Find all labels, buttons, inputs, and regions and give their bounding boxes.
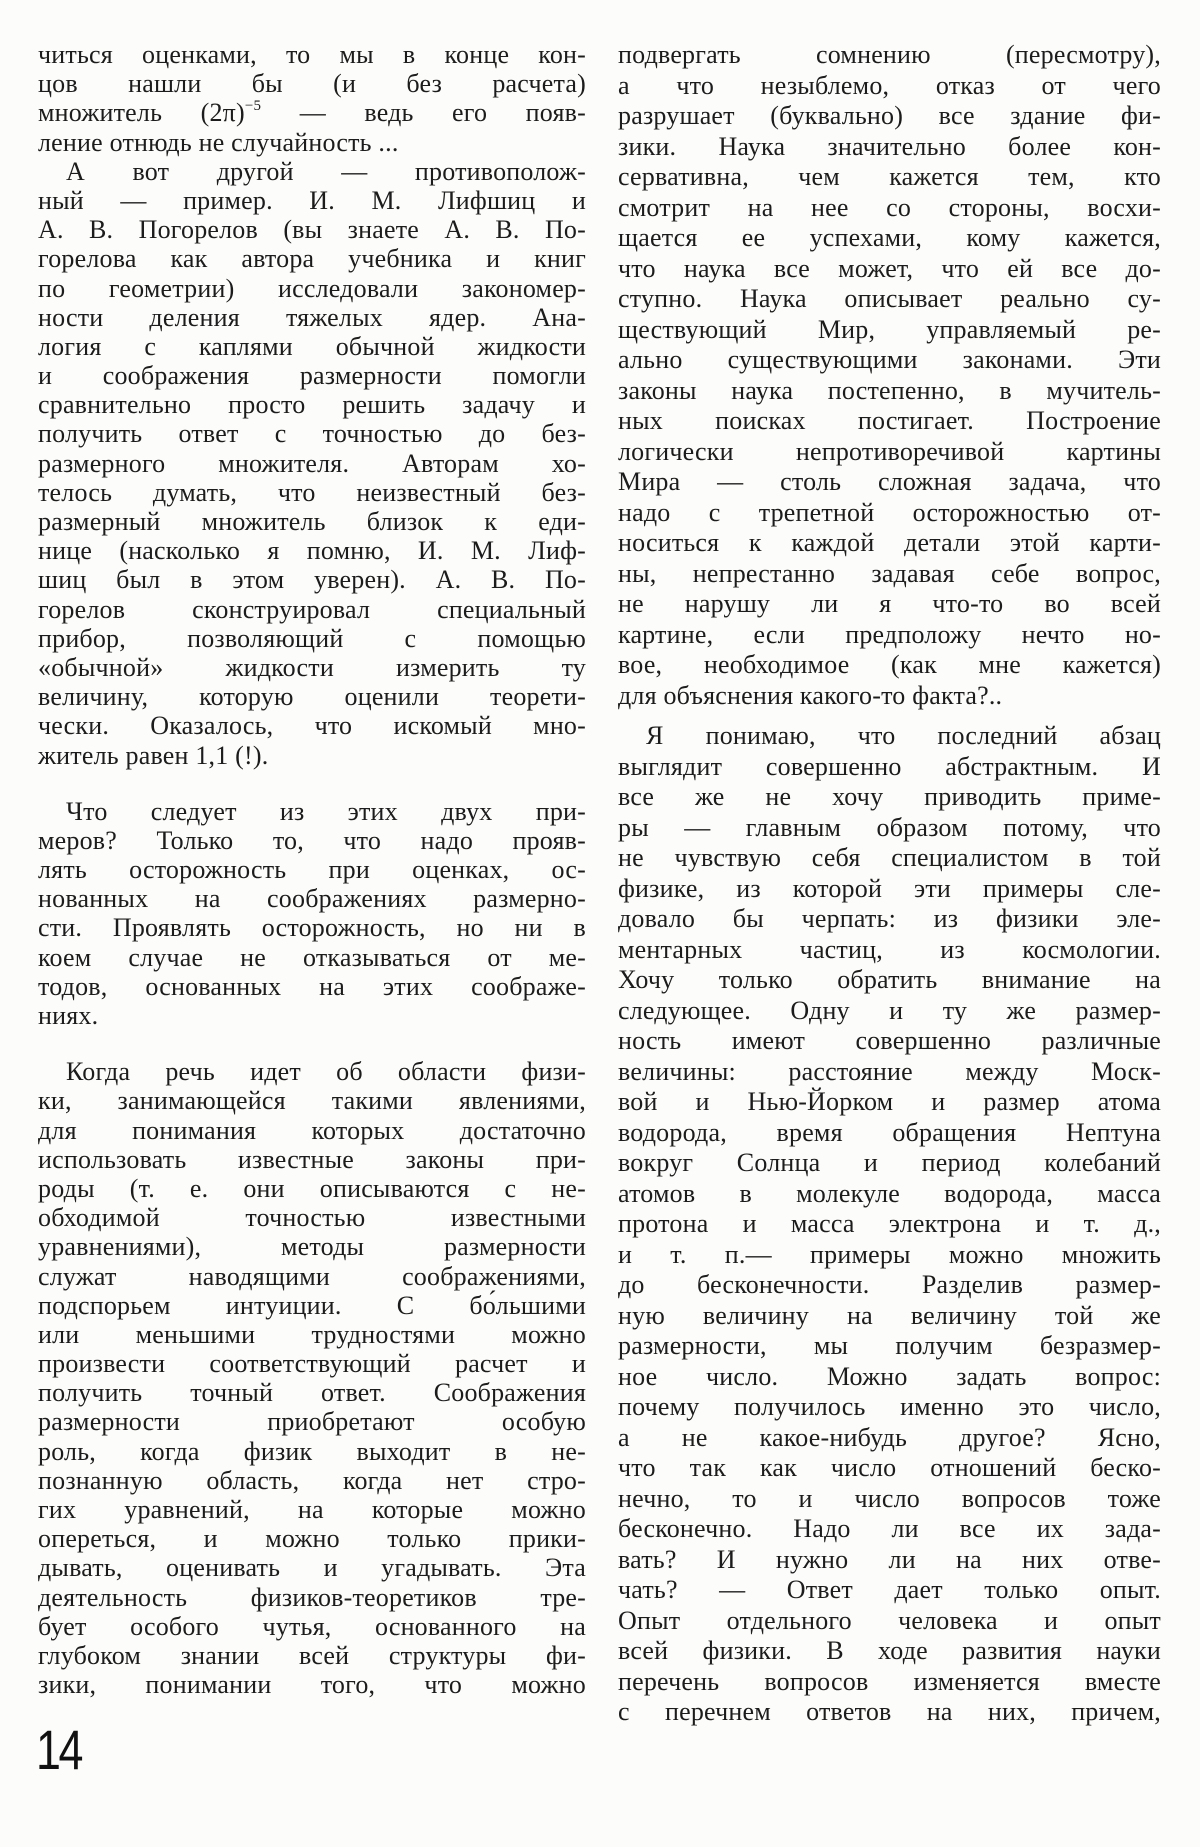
text-line: и соображения размерности помогли [38,361,586,391]
left-text-column [38,40,586,1699]
text-line: Мира — столь сложная задача, что [618,467,1161,496]
text-line: деятельность физиков-теоретиков тре- [38,1582,586,1612]
text-line: водорода, время обращения Нептуна [618,1117,1161,1147]
text-line: подспорьем интуиции. С бо́льшими [38,1290,586,1320]
text-line: А. В. Погорелов (вы знаете А. В. По- [38,215,586,245]
text-line: лять осторожность при оценках, ос- [38,855,586,885]
text-line: законы наука постепенно, в мучитель- [618,375,1161,405]
text-line: цов нашли бы (и без расчета) [38,69,586,99]
text-fragment: множитель (2π) [38,98,245,128]
text-line: коем случае не отказываться от ме- [38,942,586,972]
text-line: служат наводящими соображениями, [38,1261,586,1291]
text-line: размерности приобретают особую [38,1407,586,1437]
text-line: гих уравнений, на которые можно [38,1495,586,1524]
text-line: разрушает (буквально) все здание фи- [618,101,1161,130]
text-line: горелов сконструировал специальный [38,594,586,624]
text-line: Хочу только обратить внимание на [618,965,1161,994]
text-line: бует особого чутья, основанного на [38,1611,586,1641]
text-line: щается ее успехами, кому кажется, [618,223,1161,252]
text-line: ществующий Мир, управляемый ре- [618,314,1161,344]
text-line: не чувствую себя специалистом в той [618,843,1161,872]
text-line: использовать известные законы при- [38,1144,586,1174]
text-line: ры — главным образом потому, что [618,812,1161,842]
text-line: тодов, основанных на этих соображе- [38,971,586,1001]
text-line: Когда речь идет об области физи- [66,1057,586,1087]
paragraph [618,40,1161,711]
text-line: чески. Оказалось, что искомый мно- [38,711,586,741]
text-line: надо с трепетной осторожностью от- [618,497,1161,527]
text-line: житель равен 1,1 (!). [38,740,269,770]
text-line: и т. п.— примеры можно множить [618,1239,1161,1269]
text-line: протона и масса электрона и т. д., [618,1209,1161,1238]
text-line: бесконечно. Надо ли все их зада- [618,1514,1161,1543]
exponent: −5 [244,98,262,115]
paragraph [38,40,586,157]
text-line: носиться к каждой детали этой карти- [618,528,1161,557]
text-line: уравнениями), методы размерности [38,1232,586,1262]
text-line: вой и Нью-Йорком и размер атома [618,1087,1161,1116]
text-line: вое, необходимое (как мне кажется) [618,650,1161,679]
text-line: сервативна, чем кажется тем, кто [618,162,1161,191]
text-line: глубоком знании всей структуры фи- [38,1640,586,1670]
paragraph [38,1057,586,1699]
text-line: вокруг Солнца и период колебаний [618,1148,1161,1177]
text-line [38,98,586,127]
page-number: 14 [36,1718,82,1781]
text-line: Опыт отдельного человека и опыт [618,1605,1161,1635]
text-line: что так как число отношений беско- [618,1453,1161,1482]
text-line: ление отнюдь не случайность ... [38,127,399,157]
text-line: подвергать сомнению (пересмотру), [618,40,1161,69]
text-line: «обычной» жидкости измерить ту [38,652,586,682]
text-line: довало бы черпать: из физики эле- [618,904,1161,933]
text-line: вать? И нужно ли на них отве- [618,1544,1161,1574]
text-line: нице (насколько я помню, И. М. Лиф- [38,536,586,566]
text-line: следующее. Одну и ту же размер- [618,995,1161,1025]
text-line: телось думать, что неизвестный без- [38,477,586,507]
text-line: сравнительно просто решить задачу и [38,390,586,420]
text-line: прибор, позволяющий с помощью [38,623,586,653]
text-line: величины: расстояние между Моск- [618,1056,1161,1086]
text-line: дывать, оценивать и угадывать. Эта [38,1553,586,1583]
text-line: не нарушу ли я что-то во всей [618,589,1161,618]
text-line: опереться, и можно только прики- [38,1524,586,1554]
text-line: размерного множителя. Авторам хо- [38,448,586,478]
text-line: выглядит совершенно абстрактным. И [618,751,1161,781]
text-line: картине, если предположу нечто но- [618,619,1161,649]
right-text-column [618,40,1161,1728]
text-line: до бесконечности. Разделив размер- [618,1270,1161,1299]
text-line: ность имеют совершенно различные [618,1026,1161,1055]
text-line: ных поисках постигает. Построение [618,406,1161,435]
text-line: для объяснения какого-то факта?.. [618,680,1003,710]
text-line: ное число. Можно задать вопрос: [618,1361,1161,1391]
text-line: меров? Только то, что надо прояв- [38,825,586,855]
text-line: ступно. Наука описывает реально су- [618,284,1161,313]
text-line: зики, понимании того, что можно [38,1670,586,1700]
text-line: сти. Проявлять осторожность, но ни в [38,913,586,943]
text-line: для понимания которых достаточно [38,1115,586,1145]
text-line: величину, которую оценили теорети- [38,682,586,712]
text-line: шиц был в этом уверен). А. В. По- [38,565,586,595]
text-line: ниях. [38,1001,99,1030]
text-line: Я понимаю, что последний абзац [646,721,1161,750]
text-line: все же не хочу приводить приме- [618,782,1161,811]
paragraph [618,721,1161,1728]
text-line: с перечнем ответов на них, причем, [618,1697,1161,1726]
text-line: познанную область, когда нет стро- [38,1465,586,1495]
text-line: размерный множитель близок к еди- [38,507,586,536]
text-line: нечно, то и число вопросов тоже [618,1483,1161,1513]
text-line: ны, непрестанно задавая себе вопрос, [618,558,1161,588]
text-line: смотрит на нее со стороны, восхи- [618,192,1161,222]
text-line: логически непротиворечивой картины [618,436,1161,466]
paragraph [38,157,586,770]
text-line: физике, из которой эти примеры сле- [618,873,1161,903]
text-line: роль, когда физик выходит в не- [38,1436,586,1466]
text-line: а не какое-нибудь другое? Ясно, [618,1422,1161,1452]
text-line: нованных на соображениях размерно- [38,884,586,914]
text-line: Что следует из этих двух при- [66,796,586,826]
text-line: ную величину на величину той же [618,1300,1161,1330]
text-line: по геометрии) исследовали закономер- [38,273,586,303]
text-line: ки, занимающейся такими явлениями, [38,1086,586,1116]
text-line: роды (т. е. они описываются с не- [38,1173,586,1203]
text-line: ально существующими законами. Эти [618,345,1161,374]
text-line: зики. Наука значительно более кон- [618,131,1161,161]
text-line: ментарных частиц, из космологии. [618,934,1161,964]
text-line: чать? — Ответ дает только опыт. [618,1575,1161,1604]
text-line: горелова как автора учебника и книг [38,244,586,274]
text-line: читься оценками, то мы в конце кон- [38,40,586,69]
text-line: логия с каплями обычной жидкости [38,331,586,361]
text-line: получить точный ответ. Соображения [38,1378,586,1408]
text-line: размерности, мы получим безразмер- [618,1331,1161,1360]
text-line: А вот другой — противополож- [66,156,586,186]
text-line: ный — пример. И. М. Лифшиц и [38,185,586,215]
text-fragment: — ведь его появ- [261,98,586,128]
text-line: произвести соответствующий расчет и [38,1349,586,1379]
text-line: ности деления тяжелых ядер. Ана- [38,302,586,332]
text-line: или меньшими трудностями можно [38,1319,586,1349]
text-line: почему получилось именно это число, [618,1392,1161,1421]
text-line: обходимой точностью известными [38,1203,586,1233]
paragraph [38,797,586,1031]
text-line: а что незыблемо, отказ от чего [618,70,1161,100]
text-line: перечень вопросов изменяется вместе [618,1666,1161,1696]
text-line: что наука все может, что ей все до- [618,253,1161,283]
text-line: всей физики. В ходе развития науки [618,1636,1161,1665]
text-line: атомов в молекуле водорода, масса [618,1178,1161,1208]
text-line: получить ответ с точностью до без- [38,419,586,449]
